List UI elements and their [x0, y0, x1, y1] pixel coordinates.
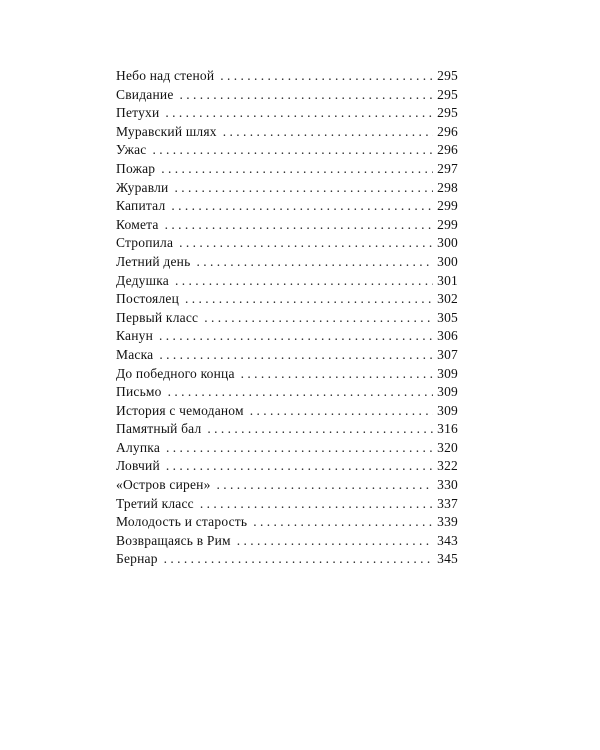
toc-entry: [116, 179, 458, 198]
toc-leader-dots: [175, 179, 434, 198]
toc-entry-page: 295: [437, 105, 458, 121]
toc-entry-page: 302: [437, 291, 458, 307]
toc-entry-title: Постоялец: [116, 291, 180, 307]
toc-entry-title: До победного конца: [116, 365, 235, 381]
toc-leader-dots: [166, 457, 433, 476]
toc-entry-title: Муравский шлях: [116, 123, 217, 139]
toc-entry: [116, 123, 458, 142]
toc-entry: [116, 327, 458, 346]
toc-entry-page: 305: [437, 309, 458, 325]
toc-entry-title: Ужас: [116, 142, 147, 158]
toc-entry-page: 297: [437, 160, 458, 176]
toc-entry-title: Дедушка: [116, 272, 169, 288]
toc-entry-page: 320: [437, 439, 458, 455]
toc-entry-page: 298: [437, 179, 458, 195]
toc-entry-title: Летний день: [116, 253, 191, 269]
toc-leader-dots: [217, 476, 433, 495]
toc-entry: [116, 365, 458, 384]
toc-entry: [116, 197, 458, 216]
toc-entry: [116, 476, 458, 495]
toc-entry-title: Пожар: [116, 160, 156, 176]
toc-leader-dots: [223, 123, 433, 142]
toc-entry-page: 299: [437, 198, 458, 214]
toc-leader-dots: [171, 197, 433, 216]
toc-leader-dots: [237, 532, 433, 551]
toc-entry-title: Стропила: [116, 235, 174, 251]
toc-leader-dots: [175, 272, 433, 291]
toc-entry: [116, 67, 458, 86]
toc-entry-title: Капитал: [116, 198, 166, 214]
toc-entry: [116, 309, 458, 328]
toc-entry: [116, 234, 458, 253]
toc-entry-title: Возвращаясь в Рим: [116, 532, 231, 548]
toc-leader-dots: [180, 86, 433, 105]
toc-leader-dots: [204, 309, 433, 328]
toc-entry-page: 339: [437, 514, 458, 530]
table-of-contents: [116, 67, 458, 569]
toc-entry: [116, 290, 458, 309]
toc-entry: [116, 495, 458, 514]
toc-entry-title: Петухи: [116, 105, 160, 121]
toc-entry-page: 316: [437, 421, 458, 437]
toc-leader-dots: [241, 365, 433, 384]
toc-entry-title: Письмо: [116, 384, 162, 400]
toc-entry-page: 295: [437, 68, 458, 83]
toc-entry: [116, 402, 458, 421]
toc-entry-title: Свидание: [116, 86, 174, 102]
toc-leader-dots: [168, 383, 433, 402]
toc-entry-title: Ловчий: [116, 458, 160, 474]
toc-entry: [116, 253, 458, 272]
toc-entry: [116, 272, 458, 291]
toc-entry: [116, 86, 458, 105]
toc-entry: [116, 104, 458, 123]
toc-entry-title: «Остров сирен»: [116, 477, 211, 493]
toc-entry-page: 301: [437, 272, 458, 288]
toc-leader-dots: [220, 67, 433, 86]
toc-entry: [116, 383, 458, 402]
toc-entry-page: 299: [437, 216, 458, 232]
toc-entry-title: Первый класс: [116, 309, 199, 325]
toc-leader-dots: [159, 346, 433, 365]
toc-entry: [116, 439, 458, 458]
toc-entry-page: 309: [437, 365, 458, 381]
toc-leader-dots: [152, 141, 433, 160]
toc-entry: [116, 420, 458, 439]
toc-entry-title: Канун: [116, 328, 154, 344]
toc-entry-title: Бернар: [116, 551, 158, 567]
toc-entry-title: История с чемоданом: [116, 402, 244, 418]
toc-entry-page: 296: [437, 123, 458, 139]
toc-entry-page: 337: [437, 495, 458, 511]
toc-entry-page: 345: [437, 551, 458, 567]
toc-leader-dots: [179, 234, 433, 253]
toc-leader-dots: [165, 216, 433, 235]
toc-entry: [116, 141, 458, 160]
toc-leader-dots: [253, 513, 433, 532]
toc-leader-dots: [164, 550, 433, 569]
toc-leader-dots: [250, 402, 433, 421]
toc-entry-page: 330: [437, 477, 458, 493]
toc-leader-dots: [207, 420, 433, 439]
toc-entry: [116, 550, 458, 569]
toc-entry: [116, 160, 458, 179]
toc-entry-page: 300: [437, 235, 458, 251]
toc-entry: [116, 457, 458, 476]
toc-entry-title: Комета: [116, 216, 159, 232]
toc-entry-title: Памятный бал: [116, 421, 202, 437]
toc-entry-page: 300: [437, 253, 458, 269]
toc-entry-page: 309: [437, 402, 458, 418]
toc-entry-page: 309: [437, 384, 458, 400]
toc-leader-dots: [161, 160, 433, 179]
toc-leader-dots: [165, 104, 433, 123]
toc-entry: [116, 513, 458, 532]
toc-entry-title: Небо над стеной: [116, 68, 215, 83]
toc-entry-page: 295: [437, 86, 458, 102]
toc-entry-page: 322: [437, 458, 458, 474]
toc-entry: [116, 532, 458, 551]
toc-entry-page: 296: [437, 142, 458, 158]
toc-entry-title: Маска: [116, 346, 154, 362]
toc-leader-dots: [159, 327, 433, 346]
toc-entry-page: 307: [437, 346, 458, 362]
toc-leader-dots: [200, 495, 433, 514]
toc-leader-dots: [196, 253, 433, 272]
toc-entry-title: Алупка: [116, 439, 161, 455]
toc-leader-dots: [166, 439, 433, 458]
toc-leader-dots: [185, 290, 433, 309]
toc-entry: [116, 216, 458, 235]
toc-entry-page: 343: [437, 532, 458, 548]
toc-entry-page: 306: [437, 328, 458, 344]
toc-entry-title: Журавли: [116, 179, 169, 195]
toc-entry-title: Молодость и старость: [116, 514, 248, 530]
toc-entry: [116, 346, 458, 365]
toc-entry-title: Третий класс: [116, 495, 194, 511]
